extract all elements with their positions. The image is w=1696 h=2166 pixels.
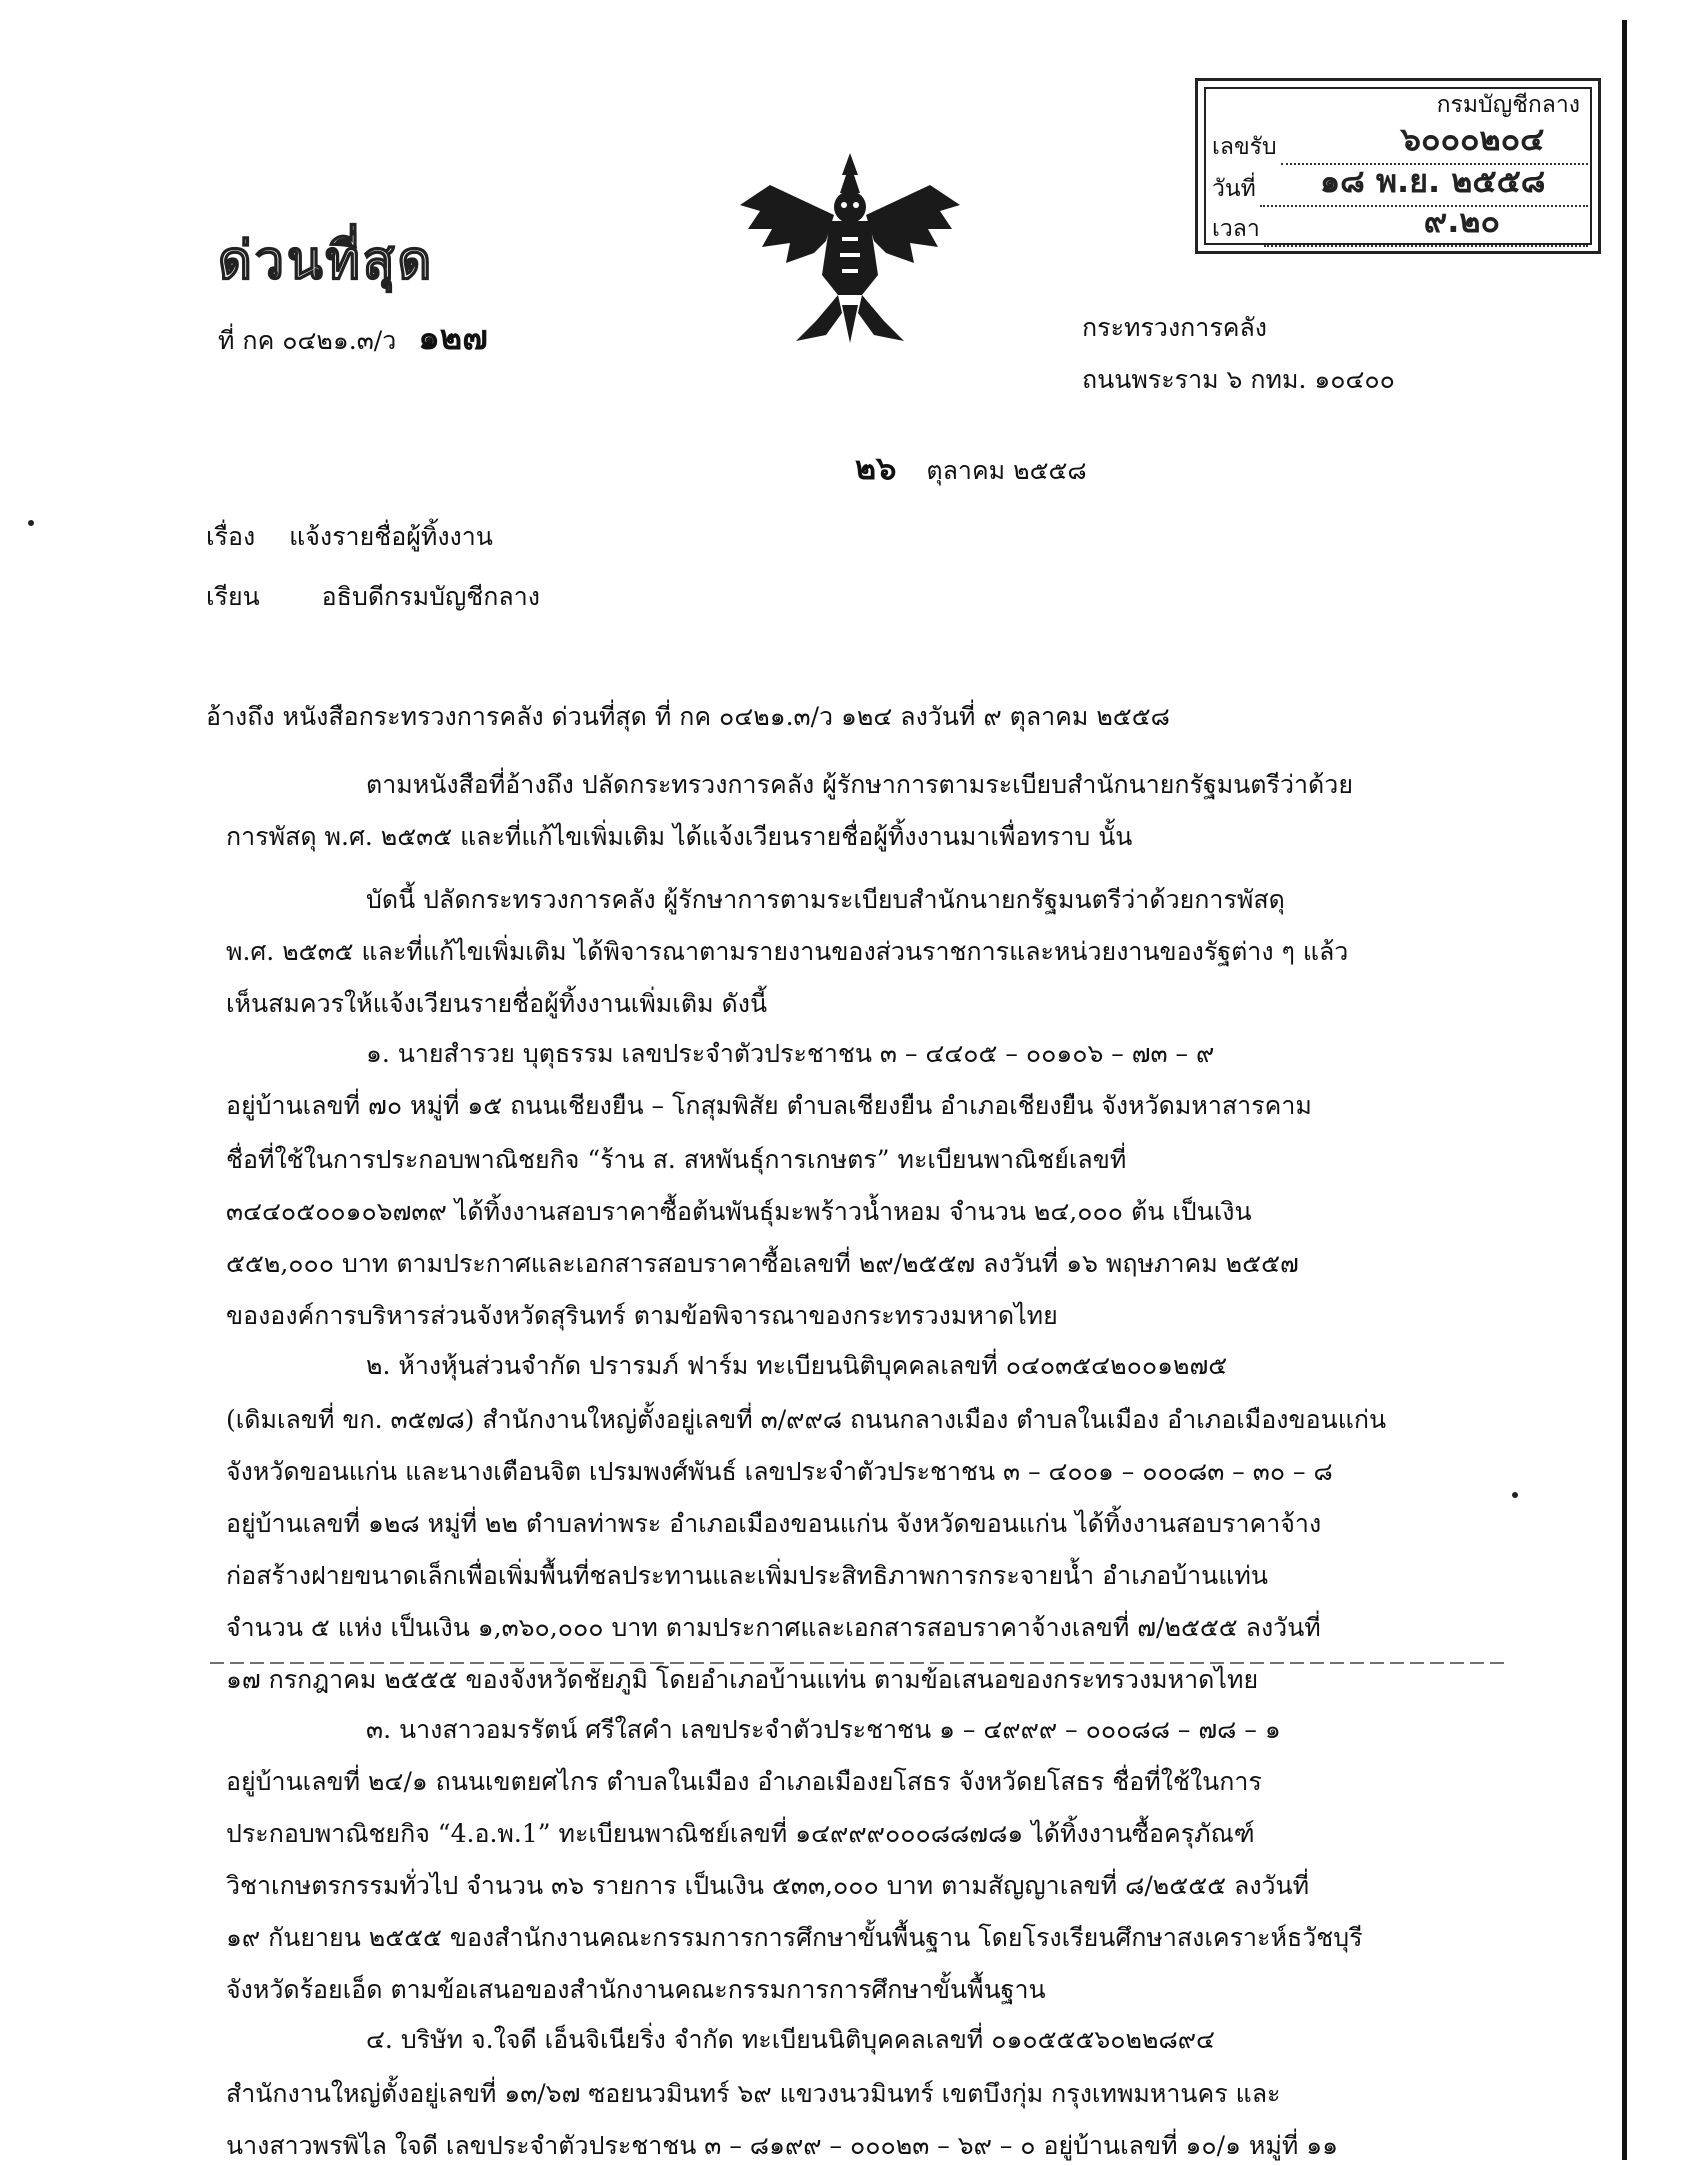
ministry-name: กระทรวงการคลัง (1082, 313, 1267, 342)
body-line: บัดนี้ ปลัดกระทรวงการคลัง ผู้รักษาการตามระเบียบสำนักนายกรัฐมนตรีว่าด้วยการพัสดุ (366, 885, 1285, 914)
stamp-time-label: เวลา (1212, 216, 1260, 242)
body-line: พ.ศ. ๒๕๓๕ และที่แก้ไขเพิ่มเติม ได้พิจารณาตามรายงานของส่วนราชการและหน่วยงานของรัฐต่าง ๆ แล้ว (226, 937, 1349, 966)
document-date (855, 443, 1087, 494)
document-number-handwritten: ๑๒๗ (418, 318, 488, 358)
scan-speck (28, 520, 34, 526)
body-line: ๑๙ กันยายน ๒๕๕๕ ของสำนักงานคณะกรรมการการศึกษาขั้นพื้นฐาน โดยโรงเรียนศึกษาสงเคราะห์ธวัชบุรี (226, 1923, 1363, 1952)
body-line: ก่อสร้างฝายขนาดเล็กเพื่อเพิ่มพื้นที่ชลประทานและเพิ่มประสิทธิภาพการกระจายน้ำ อำเภอบ้านแท่น (226, 1561, 1268, 1590)
body-line: จังหวัดร้อยเอ็ด ตามข้อเสนอของสำนักงานคณะกรรมการการศึกษาขั้นพื้นฐาน (226, 1975, 1046, 2004)
stamp-time-row (1212, 202, 1588, 247)
body-line: จังหวัดขอนแก่น และนางเตือนจิต เปรมพงศ์พันธ์ เลขประจำตัวประชาชน ๓ – ๔๐๐๑ – ๐๐๐๘๓ – ๓๐ – ๘ (226, 1457, 1333, 1486)
garuda-emblem (730, 145, 970, 345)
body-line: ๕๕๒,๐๐๐ บาท ตามประกาศและเอกสารสอบราคาซื้อเลขที่ ๒๙/๒๕๕๗ ลงวันที่ ๑๖ พฤษภาคม ๒๕๕๗ (226, 1249, 1299, 1278)
stamp-receive-number: ๖๐๐๐๒๐๔ (1400, 120, 1545, 158)
ministry-address: ถนนพระราม ๖ กทม. ๑๐๔๐๐ (1082, 365, 1395, 394)
scan-speck (1512, 1492, 1518, 1498)
body-line: ๒. ห้างหุ้นส่วนจำกัด ปรารมภ์ ฟาร์ม ทะเบียนนิติบุคคลเลขที่ ๐๔๐๓๕๔๒๐๐๑๒๗๕ (366, 1351, 1228, 1380)
stamp-receive-label: เลขรับ (1212, 134, 1277, 160)
body-line: ๓. นางสาวอมรรัตน์ ศรีใสคำ เลขประจำตัวประชาชน ๑ – ๔๙๙๙ – ๐๐๐๘๘ – ๗๘ – ๑ (366, 1715, 1281, 1744)
sender-block (1082, 302, 1395, 406)
stamp-date-label: วันที่ (1212, 176, 1256, 202)
body-line: อยู่บ้านเลขที่ ๒๔/๑ ถนนเขตยศไกร ตำบลในเมือง อำเภอเมืองยโสธร จังหวัดยโสธร ชื่อที่ใช้ในการ (226, 1767, 1262, 1796)
body-line: จำนวน ๕ แห่ง เป็นเงิน ๑,๓๖๐,๐๐๐ บาท ตามประกาศและเอกสารสอบราคาจ้างเลขที่ ๗/๒๕๕๕ ลงวันที่ (226, 1613, 1321, 1642)
subject-text: แจ้งรายชื่อผู้ทิ้งงาน (289, 522, 493, 551)
body-line: เห็นสมควรให้แจ้งเวียนรายชื่อผู้ทิ้งงานเพิ่มเติม ดังนี้ (226, 989, 768, 1018)
body-line: การพัสดุ พ.ศ. ๒๕๓๕ และที่แก้ไขเพิ่มเติม ได้แจ้งเวียนรายชื่อผู้ทิ้งงานมาเพื่อทราบ นั้น (226, 822, 1133, 851)
body-line: ตามหนังสือที่อ้างถึง ปลัดกระทรวงการคลัง ผู้รักษาการตามระเบียบสำนักนายกรัฐมนตรีว่าด้วย (366, 770, 1353, 799)
body-line: ๓๔๔๐๕๐๐๑๐๖๗๓๙ ได้ทิ้งงานสอบราคาซื้อต้นพันธุ์มะพร้าวน้ำหอม จำนวน ๒๔,๐๐๐ ต้น เป็นเงิน (226, 1197, 1252, 1226)
body-line: ๑๗ กรกฎาคม ๒๕๕๕ ของจังหวัดชัยภูมิ โดยอำเภอบ้านแท่น ตามข้อเสนอของกระทรวงมหาดไทย (226, 1665, 1259, 1694)
stamp-title: กรมบัญชีกลาง (1436, 92, 1580, 118)
date-day-handwritten: ๒๖ (855, 449, 897, 487)
body-line: ประกอบพาณิชยกิจ “4.อ.พ.1” ทะเบียนพาณิชย์เลขที่ ๑๔๙๙๙๐๐๐๘๘๗๘๑ ได้ทิ้งงานซื้อครุภัณฑ์ (226, 1819, 1255, 1848)
body-line: นางสาวพรพิไล ใจดี เลขประจำตัวประชาชน ๓ – ๘๑๙๙ – ๐๐๐๒๓ – ๖๙ – ๐ อยู่บ้านเลขที่ ๑๐/๑ หมู่ที่ ๑๑ (226, 2131, 1339, 2160)
document-number-prefix: ที่ กค ๐๔๒๑.๓/ว (218, 326, 397, 355)
scan-artifact-line (210, 1662, 1510, 1664)
subject-label: เรื่อง (206, 522, 256, 551)
body-line: ขององค์การบริหารส่วนจังหวัดสุรินทร์ ตามข้อพิจารณาของกระทรวงมหาดไทย (226, 1301, 1058, 1330)
body-line: อยู่บ้านเลขที่ ๑๒๘ หมู่ที่ ๒๒ ตำบลท่าพระ อำเภอเมืองขอนแก่น จังหวัดขอนแก่น ได้ทิ้งงานสอบราคาจ้าง (226, 1509, 1322, 1538)
date-month-year: ตุลาคม ๒๕๕๘ (926, 456, 1087, 485)
subject-line (206, 517, 493, 557)
document-number (218, 310, 488, 364)
body-line: วิชาเกษตรกรรมทั่วไป จำนวน ๓๖ รายการ เป็นเงิน ๕๓๓,๐๐๐ บาท ตามสัญญาเลขที่ ๘/๒๕๕๕ ลงวันที่ (226, 1871, 1310, 1900)
urgency-stamp: ด่วนที่สุด (218, 230, 435, 291)
receiving-stamp (1195, 78, 1601, 254)
body-line: (เดิมเลขที่ ขก. ๓๕๗๘) สำนักงานใหญ่ตั้งอยู่เลขที่ ๓/๙๙๘ ถนนกลางเมือง ตำบลในเมือง อำเภอเมืองขอนแก่น (226, 1405, 1387, 1434)
body-line: ๑. นายสำรวย บุตุธรรม เลขประจำตัวประชาชน ๓ – ๔๔๐๕ – ๐๐๑๐๖ – ๗๓ – ๙ (366, 1039, 1215, 1068)
scan-edge-line (1622, 20, 1627, 2160)
body-line: สำนักงานใหญ่ตั้งอยู่เลขที่ ๑๓/๖๗ ซอยนวมินทร์ ๖๙ แขวงนวมินทร์ เขตบึงกุ่ม กรุงเทพมหานคร และ (226, 2079, 1281, 2108)
salutation-line (206, 577, 540, 617)
stamp-date-row (1212, 162, 1588, 207)
body-line: ชื่อที่ใช้ในการประกอบพาณิชยกิจ “ร้าน ส. สหพันธุ์การเกษตร” ทะเบียนพาณิชย์เลขที่ (226, 1145, 1127, 1174)
body-line: ๔. บริษัท จ.ใจดี เอ็นจิเนียริ่ง จำกัด ทะเบียนนิติบุคคลเลขที่ ๐๑๐๕๕๕๖๐๒๒๘๙๔ (366, 2025, 1215, 2054)
body-line: อยู่บ้านเลขที่ ๗๐ หมู่ที่ ๑๕ ถนนเชียงยืน – โกสุมพิสัย ตำบลเชียงยืน อำเภอเชียงยืน จังหวัดมหาสารคาม (226, 1091, 1312, 1120)
stamp-time-value: ๙.๒๐ (1423, 202, 1501, 240)
stamp-date-value: ๑๘ พ.ย. ๒๕๕๘ (1319, 162, 1546, 200)
salutation-text: อธิบดีกรมบัญชีกลาง (321, 582, 540, 611)
reference-line: อ้างถึง หนังสือกระทรวงการคลัง ด่วนที่สุด ที่ กค ๐๔๒๑.๓/ว ๑๒๔ ลงวันที่ ๙ ตุลาคม ๒๕๕๘ (206, 702, 1170, 731)
salutation-label: เรียน (206, 582, 260, 611)
